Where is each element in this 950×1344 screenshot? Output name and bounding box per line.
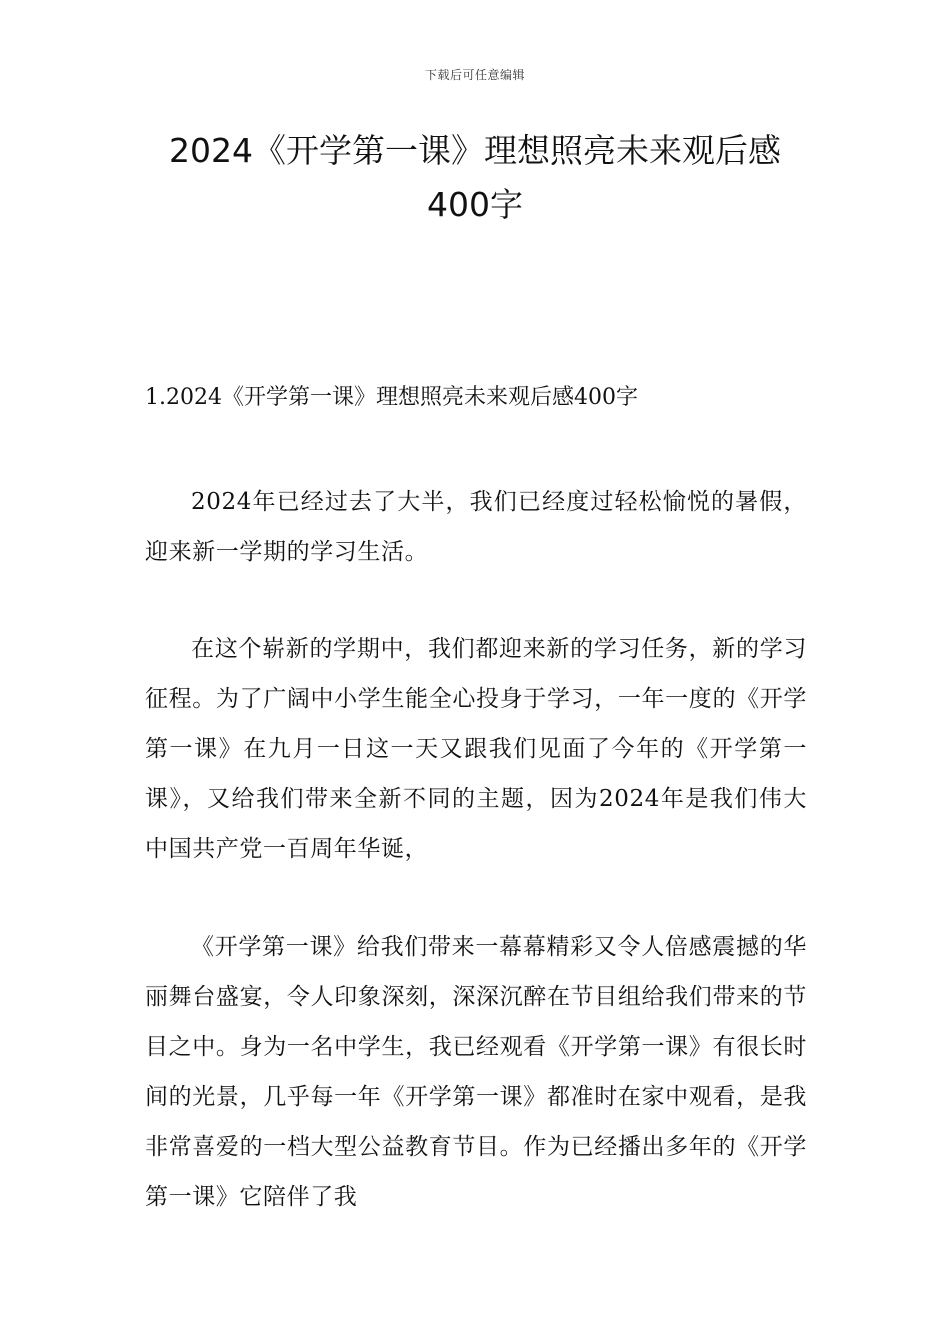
paragraph-3: 《开学第一课》给我们带来一幕幕精彩又令人倍感震撼的华丽舞台盛宴，令人印象深刻，深深沉醉在节目组给我们带来的节目之中。身为一名中学生，我已经观看《开学第一课》有很长时间的光景，几乎每一年《开学第一课》都准时在家中观看，是我非常喜爱的一档大型公益教育节目。作为已经播出多年的《开学第一课》它陪伴了我: [145, 934, 807, 1210]
paragraph-1: 2024年已经过去了大半，我们已经度过轻松愉悦的暑假，迎来新一学期的学习生活。: [145, 489, 807, 565]
paragraph-2: 在这个崭新的学期中，我们都迎来新的学习任务，新的学习征程。为了广阔中小学生能全心投身于学习，一年一度的《开学第一课》在九月一日这一天又跟我们见面了今年的《开学第一课》，又给我们带来全新不同的主题，因为2024年是我们伟大中国共产党一百周年华诞，: [145, 636, 807, 862]
document-title-line-1: 2024《开学第一课》理想照亮未来观后感: [169, 131, 781, 170]
header-note: 下载后可任意编辑: [424, 68, 525, 82]
section-heading: 1.2024《开学第一课》理想照亮未来观后感400字: [145, 385, 638, 410]
document-title-line-2: 400字: [427, 185, 523, 224]
document-title: [120, 124, 830, 232]
